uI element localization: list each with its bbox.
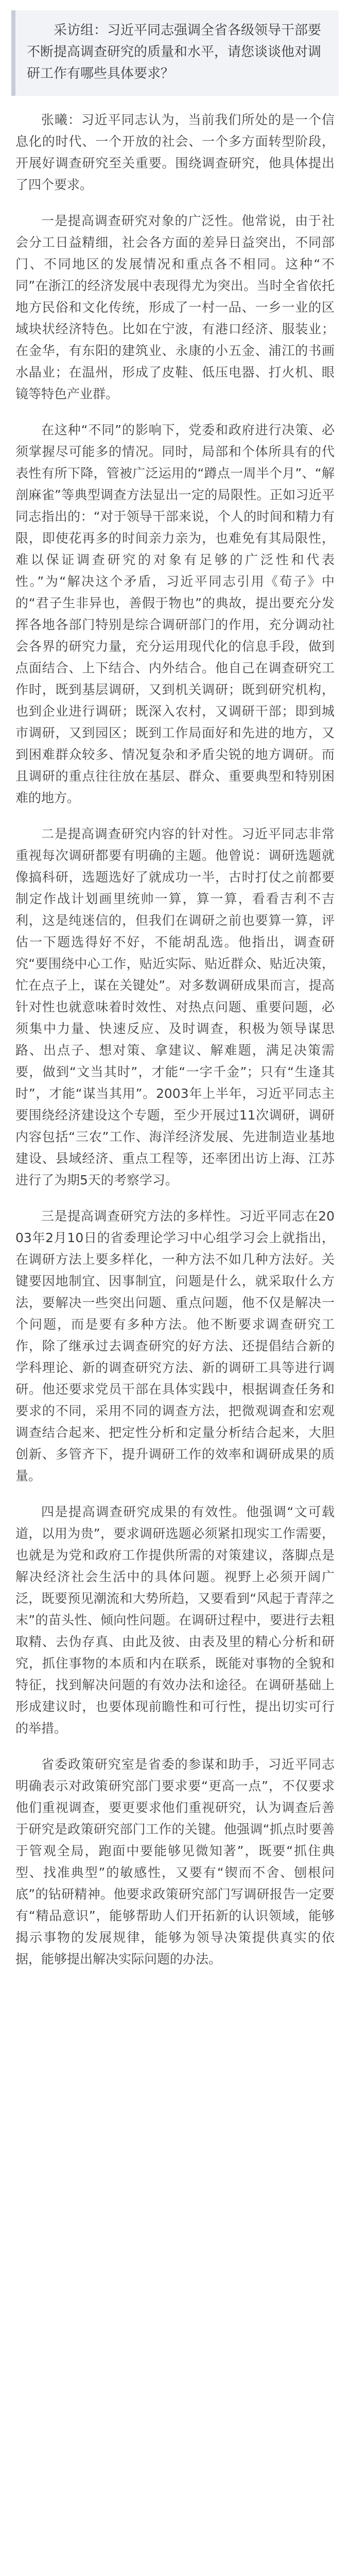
question-text: 采访组：习近平同志强调全省各级领导干部要不断提高调查研究的质量和水平，请您谈谈他对调研工作有哪些具体要求？	[27, 23, 322, 81]
answer-paragraph-6: 省委政策研究室是省委的参谋和助手，习近平同志明确表示对政策研究部门要求要“更高一点”，不仅要求他们重视调查，要更要求他们重视研究，认为调查后善于研究是政策研究部门工作的关键。他强调“抓点时要善于管观全局，跑面中要能够见微知著”，既要“抓住典型、找准典型”的敏感性，又要有“锲而不舍、刨根问底”的钻研精神。他要求政策研究部门写调研报告一定要有“精品意识”，能够帮助人们开拓新的认识领域，能够揭示事物的发展规律，能够为领导决策提供真实的依据，能够提出解决实际问题的办法。	[15, 1757, 335, 1967]
question-block	[11, 10, 339, 96]
answer-paragraph-3: 二是提高调查研究内容的针对性。习近平同志非常重视每次调研都要有明确的主题。他曾说：调研选题就像搞科研，选题选好了就成功一半，古时打仗之前都要制定作战计划画里统帅一算，算一算，看看吉利不吉利，这是纯迷信的，但我们在调研之前也要算一算，评估一下题选得好不好，不能胡乱选。他指出，调查研究“要围绕中心工作，贴近实际、贴近群众、贴近决策，忙在点子上，谋在关键处”。对多数调研成果而言，提高针对性也就意味着时效性、对热点问题、重要问题，必须集中力量、快速反应、及时调查，积极为领导谋思路、出点子、想对策、拿建议、解难题，满足决策需要，做到“文当其时”，才能“一字千金”；只有“生逢其时”，才能“谋当其用”。2003年上半年，习近平同志主要围绕经济建设这个专题，至少开展过11次调研，调研内容包括“三农”工作、海洋经济发展、先进制造业基地建设、县域经济、重点工程等，还率团出访上海、江苏进行了为期5天的考察学习。	[15, 826, 335, 1188]
answer-paragraph-4: 三是提高调查研究方法的多样性。习近平同志在2003年2月10日的省委理论学习中心组学习会上就指出，在调研方法上要多样化，一种方法不如几种方法好。关键要因地制宜、因事制宜，问题是什么，就采取什么方法，要解决一些突出问题、重点问题，他不仅是解决一个问题，而是要有多种方法。他不断要求调查研究工作，除了继承过去调查研究的好方法、还提倡结合新的学科理论、新的调查研究方法、新的调研工具等进行调研。他还要求党员干部在具体实践中，根据调查任务和要求的不同，采用不同的调查方法，把微观调查和宏观调查结合起来、把定性分析和定量分析结合起来，大胆创新、多管齐下，提升调研工作的效率和调研成果的质量。	[15, 1209, 335, 1483]
answer-paragraph-5: 四是提高调查研究成果的有效性。他强调“文可载道，以用为贵”，要求调研选题必须紧扣现实工作需要，也就是为党和政府工作提供所需的对策建议，落脚点是解决经济社会生活中的具体问题。视野上必须开阔广泛，既要预见潮流和大势所趋，又要看到“风起于青萍之末”的苗头性、倾向性问题。在调研过程中，要进行去粗取精、去伪存真、由此及彼、由表及里的精心分析和研究，抓住事物的本质和内在联系，既能对事物的全貌和特征，找到解决问题的有效办法和途径。在调研基础上形成建议时，也要体现前瞻性和可行性，提出切实可行的举措。	[15, 1504, 335, 1736]
answer-paragraph-2: 在这种“不同”的影响下，党委和政府进行决策、必须掌握尽可能多的情况。同时，局部和个体所具有的代表性有所下降，管被广泛运用的“蹲点一周半个月”、“解剖麻雀”等典型调查方法显出一定的局限性。正如习近平同志指出的：“对于领导干部来说，个人的时间和精力有限，即使花再多的时间亲力亲为，也难免有其局限性，难以保证调查研究的对象有足够的广泛性和代表性。”为“解决这个矛盾，习近平同志引用《荀子》中的“君子生非异也，善假于物也”的典故，提出要充分发挥各地各部门特别是综合调研部门的作用，充分调动社会各界的研究力量，充分运用现代化的信息手段，做到点面结合、上下结合、内外结合。他自己在调查研究工作时，既到基层调研，又到机关调研；既到研究机构，也到企业进行调研；既深入农村，又调研干部；即到城市调研，又到园区；既到工作局面好和先进的地方，又到困难群众较多、情况复杂和矛盾尖锐的地方调研。而且调研的重点往往放在基层、群众、重要典型和特别困难的地方。	[15, 422, 335, 805]
answer-body	[11, 109, 339, 1970]
answer-paragraph-1: 一是提高调查研究对象的广泛性。他常说，由于社会分工日益精细，社会各方面的差异日益突出，不同部门、不同地区的发展情况和重点各不相同。这种“不同”在浙江的经济发展中表现得尤为突出。当时全省依托地方民俗和文化传统，形成了一村一品、一乡一业的区域块状经济特色。比如在宁波，有港口经济、服装业；在金华，有东阳的建筑业、永康的小五金、浦江的书画水晶业；在温州，形成了皮鞋、低压电器、打火机、眼镜等特色产业群。	[15, 213, 335, 401]
quote-bar	[11, 10, 15, 96]
answer-paragraph-intro: 张曦：习近平同志认为，当前我们所处的是一个信息化的时代、一个开放的社会、一个多方面转型阶段，开展好调查研究至关重要。围绕调查研究，他具体提出了四个要求。	[15, 112, 335, 192]
